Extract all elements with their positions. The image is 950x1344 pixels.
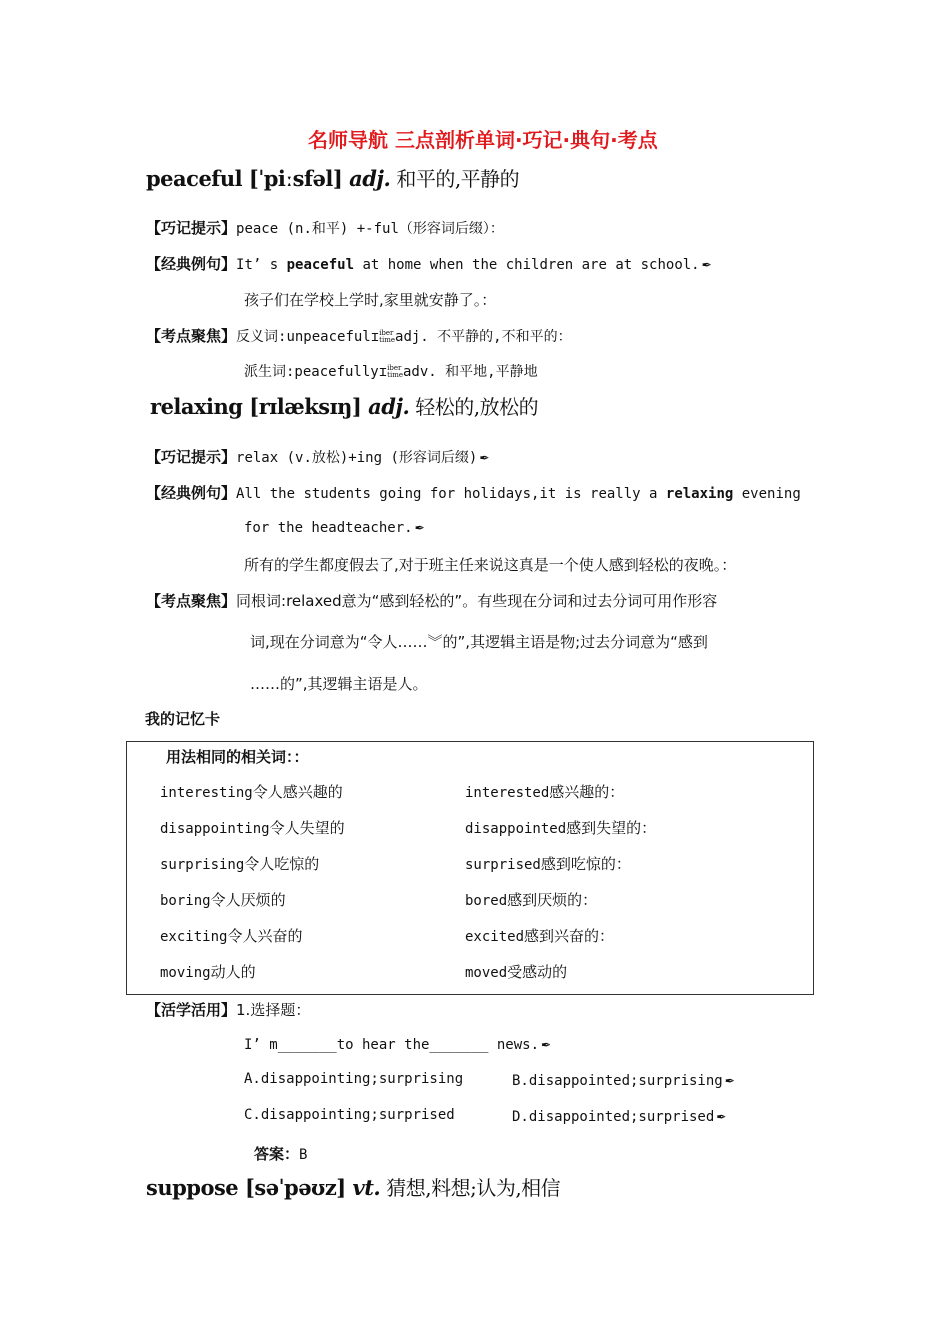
tip-label: 【巧记提示】	[146, 448, 237, 466]
focus-row-relaxing-3: ……的”,其逻辑主语是人。	[250, 675, 428, 693]
example-post: evening	[733, 486, 801, 502]
word-zh: 感到兴奋的：	[524, 927, 615, 945]
example-pre: All the students going for holidays,it is really a	[236, 486, 666, 502]
card-row-right	[465, 781, 624, 802]
word-en: exciting	[160, 929, 228, 945]
focus-row-peaceful-1	[146, 325, 572, 346]
word-zh: 令人感兴趣的	[252, 783, 343, 801]
example-cont: for the headteacher.	[244, 520, 413, 536]
pen-mark-icon: ✒	[716, 1110, 727, 1124]
part-of-speech: vt.	[352, 1175, 381, 1200]
question-row	[244, 1035, 551, 1053]
example-pre: It’ s	[236, 257, 287, 273]
word-en: interesting	[160, 785, 253, 801]
word-zh: 令人吃惊的	[244, 855, 320, 873]
pen-mark-icon: ✒	[479, 451, 490, 465]
tiny-top: iber	[387, 364, 402, 372]
tip-text: peace (n.和平) +-ful（形容词后缀）：	[236, 221, 504, 237]
card-row-left	[160, 817, 345, 838]
focus-post: adj. 不平静的,不和平的：	[395, 329, 572, 345]
word: relaxing	[150, 394, 243, 419]
question-text: I’ m_______to hear the_______ news.	[244, 1037, 540, 1053]
card-row-left	[160, 925, 302, 946]
option-d: D.disappointed;surprised	[512, 1109, 715, 1125]
example-translation: 所有的学生都度假去了,对于班主任来说这真是一个使人感到轻松的夜晚。：	[244, 556, 737, 574]
odd-glyph: ɪ	[378, 364, 388, 380]
word-en: bored	[465, 893, 508, 909]
word-en: surprising	[160, 857, 245, 873]
word-en: disappointed	[465, 821, 567, 837]
part-of-speech: adj.	[368, 394, 410, 419]
word-zh: 感到失望的：	[566, 819, 657, 837]
word-zh: 令人兴奋的	[227, 927, 303, 945]
odd-glyph: ɪ	[370, 329, 380, 345]
tip-row-peaceful	[146, 217, 504, 238]
word: suppose	[146, 1175, 239, 1200]
example-post: at home when the children are at school.	[354, 257, 700, 273]
tiny-bottom: time	[379, 336, 396, 344]
focus-row-relaxing-1	[146, 590, 717, 611]
practice-row	[146, 999, 310, 1020]
question-title: 1.选择题：	[236, 1001, 311, 1019]
option-a: A.disappointing;surprising	[244, 1071, 464, 1087]
answer-row	[254, 1143, 307, 1164]
phonetic: [ˈpiːsfəl]	[248, 166, 343, 191]
meaning: 猜想,料想;认为,相信	[386, 1176, 561, 1200]
example-row-relaxing	[146, 482, 801, 503]
card-row-right	[465, 853, 631, 874]
word-zh: 感兴趣的：	[549, 783, 625, 801]
example-continuation	[244, 518, 425, 536]
card-row-right	[465, 961, 567, 982]
option-d-row	[512, 1107, 726, 1125]
card-row-right	[465, 925, 614, 946]
tiny-text	[379, 330, 395, 344]
word-zh: 感到吃惊的：	[540, 855, 631, 873]
word-zh: 令人失望的	[269, 819, 345, 837]
word-en: interested	[465, 785, 550, 801]
word-en: surprised	[465, 857, 541, 873]
word-zh: 令人厌烦的	[210, 891, 286, 909]
card-row-left	[160, 853, 319, 874]
word-en: boring	[160, 893, 211, 909]
word-en: excited	[465, 929, 525, 945]
card-row-left	[160, 781, 343, 802]
example-translation: 孩子们在学校上学时,家里就安静了。：	[244, 291, 497, 309]
pen-mark-icon: ✒	[724, 1074, 735, 1088]
word-zh: 感到厌烦的：	[507, 891, 598, 909]
option-c: C.disappointing;surprised	[244, 1107, 455, 1123]
tiny-top: iber	[379, 329, 394, 337]
example-keyword: peaceful	[286, 257, 355, 273]
word-zh: 动人的	[210, 963, 256, 981]
word-en: moving	[160, 965, 211, 981]
memory-card-title: 用法相同的相关词：：	[166, 748, 309, 766]
tip-label: 【巧记提示】	[146, 219, 237, 237]
memory-card-heading: 我的记忆卡	[145, 710, 221, 728]
example-label: 【经典例句】	[146, 484, 237, 502]
meaning: 和平的,平静的	[396, 167, 520, 191]
pen-mark-icon: ✒	[541, 1038, 552, 1052]
pen-mark-icon: ✒	[414, 521, 425, 535]
card-row-left	[160, 889, 286, 910]
tiny-text	[387, 365, 403, 379]
option-b-row	[512, 1071, 735, 1089]
tiny-bottom: time	[387, 371, 403, 379]
page-title: 名师导航 三点剖析单词·巧记·典句·考点	[308, 128, 658, 152]
part-of-speech: adj.	[349, 166, 391, 191]
card-row-right	[465, 817, 656, 838]
word-en: moved	[465, 965, 508, 981]
example-label: 【经典例句】	[146, 255, 237, 273]
headword-peaceful	[146, 163, 519, 192]
practice-label: 【活学活用】	[146, 1001, 237, 1019]
headword-relaxing	[150, 391, 538, 420]
tip-row-relaxing	[146, 446, 489, 467]
focus-post: adv. 和平地,平静地	[403, 364, 538, 380]
word: peaceful	[146, 166, 243, 191]
phonetic: [səˈpəʊz]	[244, 1175, 346, 1200]
answer-label: 答案：	[254, 1145, 300, 1163]
pen-mark-icon: ✒	[701, 258, 712, 272]
focus-pre: 派生词:peacefully	[244, 364, 379, 380]
tip-text: relax (v.放松)+ing (形容词后缀)	[236, 450, 478, 466]
word-en: disappointing	[160, 821, 270, 837]
answer-value: B	[299, 1147, 308, 1163]
focus-row-relaxing-2: 词,现在分词意为“令人……︾的”,其逻辑主语是物;过去分词意为“感到	[250, 633, 708, 651]
headword-suppose	[146, 1172, 560, 1201]
word-zh: 受感动的	[507, 963, 568, 981]
focus-label: 【考点聚焦】	[146, 327, 237, 345]
focus-label: 【考点聚焦】	[146, 592, 237, 610]
focus-text: 同根词:relaxed意为“感到轻松的”。有些现在分词和过去分词可用作形容	[236, 592, 718, 610]
example-row-peaceful	[146, 253, 712, 274]
focus-pre: 反义词:unpeaceful	[236, 329, 371, 345]
card-row-right	[465, 889, 597, 910]
focus-row-peaceful-2	[244, 361, 538, 381]
card-row-left	[160, 961, 256, 982]
meaning: 轻松的,放松的	[415, 395, 539, 419]
option-b: B.disappointed;surprising	[512, 1073, 723, 1089]
phonetic: [rɪlæksɪŋ]	[249, 394, 362, 419]
example-keyword: relaxing	[665, 486, 734, 502]
